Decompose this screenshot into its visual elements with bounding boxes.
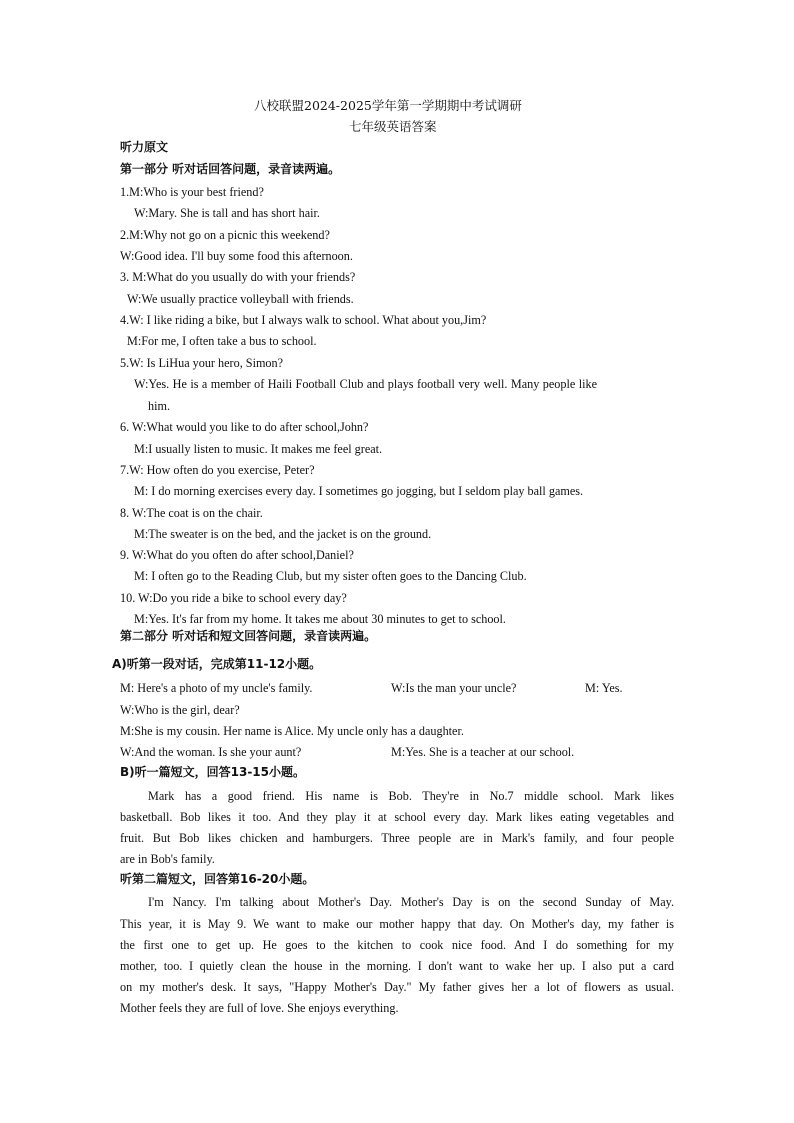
document-title: 八校联盟2024-2025学年第一学期期中考试调研 [254,98,522,113]
section-a-line3: M:She is my cousin. Her name is Alice. My uncle only has a daughter. [120,724,464,738]
part1-q8-line2: M:The sweater is on the bed, and the jacket is on the ground. [134,527,432,541]
part1-q5-line1: 5.W: Is LiHua your hero, Simon? [120,356,284,370]
section-c-paragraph-line: mother, too. I quietly clean the house in the morning. I don't want to wake her up. I also put a card [120,959,674,973]
section-a-line4-speaker1: W:And the woman. Is she your aunt? [120,745,302,759]
part1-q1-line2: W:Mary. She is tall and has short hair. [134,206,320,220]
part1-q4-line2: M:For me, I often take a bus to school. [127,334,317,348]
section-b-heading: B)听一篇短文，回答13-15小题。 [120,765,306,779]
section-c-paragraph-line: the first one to get up. He goes to the kitchen to cook nice food. And I do something for my [120,938,674,952]
section-b-paragraph-line: fruit. But Bob likes chicken and hamburgers. Three people are in Mark's family, and four people [120,831,674,845]
section-b-paragraph-line: Mark has a good friend. His name is Bob. They're in No.7 middle school. Mark likes [148,789,674,803]
listening-heading: 听力原文 [120,140,169,154]
section-c-paragraph-line: I'm Nancy. I'm talking about Mother's Day. Mother's Day is on the second Sunday of May. [148,895,674,909]
document-subtitle: 七年级英语答案 [349,119,437,134]
section-a-line1-speaker1: M: Here's a photo of my uncle's family. [120,681,313,695]
section-a-line4-speaker2: M:Yes. She is a teacher at our school. [391,745,575,759]
part1-q7-line1: 7.W: How often do you exercise, Peter? [120,463,315,477]
part1-q3-line2: W:We usually practice volleyball with friends. [127,292,354,306]
part1-q3-line1: 3. M:What do you usually do with your friends? [120,270,356,284]
part1-q5-line3: him. [148,399,171,413]
section-a-line1-speaker3: M: Yes. [585,681,623,695]
part1-q2-line1: 2.M:Why not go on a picnic this weekend? [120,228,330,242]
section-c-heading: 听第二篇短文，回答第16-20小题。 [120,872,315,886]
section-b-paragraph-line: are in Bob's family. [120,852,215,866]
part1-heading: 第一部分 听对话回答问题，录音读两遍。 [120,162,341,176]
section-c-paragraph-line: on my mother's desk. It says, "Happy Mother's Day." My father gives her a lot of flowers as usual. [120,980,674,994]
part1-q9-line2: M: I often go to the Reading Club, but my sister often goes to the Dancing Club. [134,569,527,583]
section-c-paragraph-line: This year, it is May 9. We want to make our mother happy that day. On Mother's day, my father is [120,917,674,931]
part1-q8-line1: 8. W:The coat is on the chair. [120,506,263,520]
part1-q5-line2: W:Yes. He is a member of Haili Football Club and plays football very well. Many people like [134,377,598,391]
section-a-heading: A)听第一段对话，完成第11-12小题。 [112,657,322,671]
part1-q6-line1: 6. W:What would you like to do after school,John? [120,420,369,434]
part1-q9-line1: 9. W:What do you often do after school,Daniel? [120,548,354,562]
section-a-line1-speaker2: W:Is the man your uncle? [391,681,517,695]
part1-q1-line1: 1.M:Who is your best friend? [120,185,264,199]
section-b-paragraph-line: basketball. Bob likes it too. And they play it at school every day. Mark likes eating vegetables and [120,810,674,824]
part1-q2-line2: W:Good idea. I'll buy some food this afternoon. [120,249,353,263]
part1-q10-line1: 10. W:Do you ride a bike to school every day? [120,591,347,605]
part1-q4-line1: 4.W: I like riding a bike, but I always walk to school. What about you,Jim? [120,313,487,327]
part1-q7-line2: M: I do morning exercises every day. I sometimes go jogging, but I seldom play ball games. [134,484,584,498]
part1-q6-line2: M:I usually listen to music. It makes me feel great. [134,442,383,456]
part1-q10-line2: M:Yes. It's far from my home. It takes me about 30 minutes to get to school. [134,612,506,626]
part2-heading: 第二部分 听对话和短文回答问题，录音读两遍。 [120,629,377,643]
section-a-line2: W:Who is the girl, dear? [120,703,240,717]
section-c-paragraph-line: Mother feels they are full of love. She enjoys everything. [120,1001,399,1015]
